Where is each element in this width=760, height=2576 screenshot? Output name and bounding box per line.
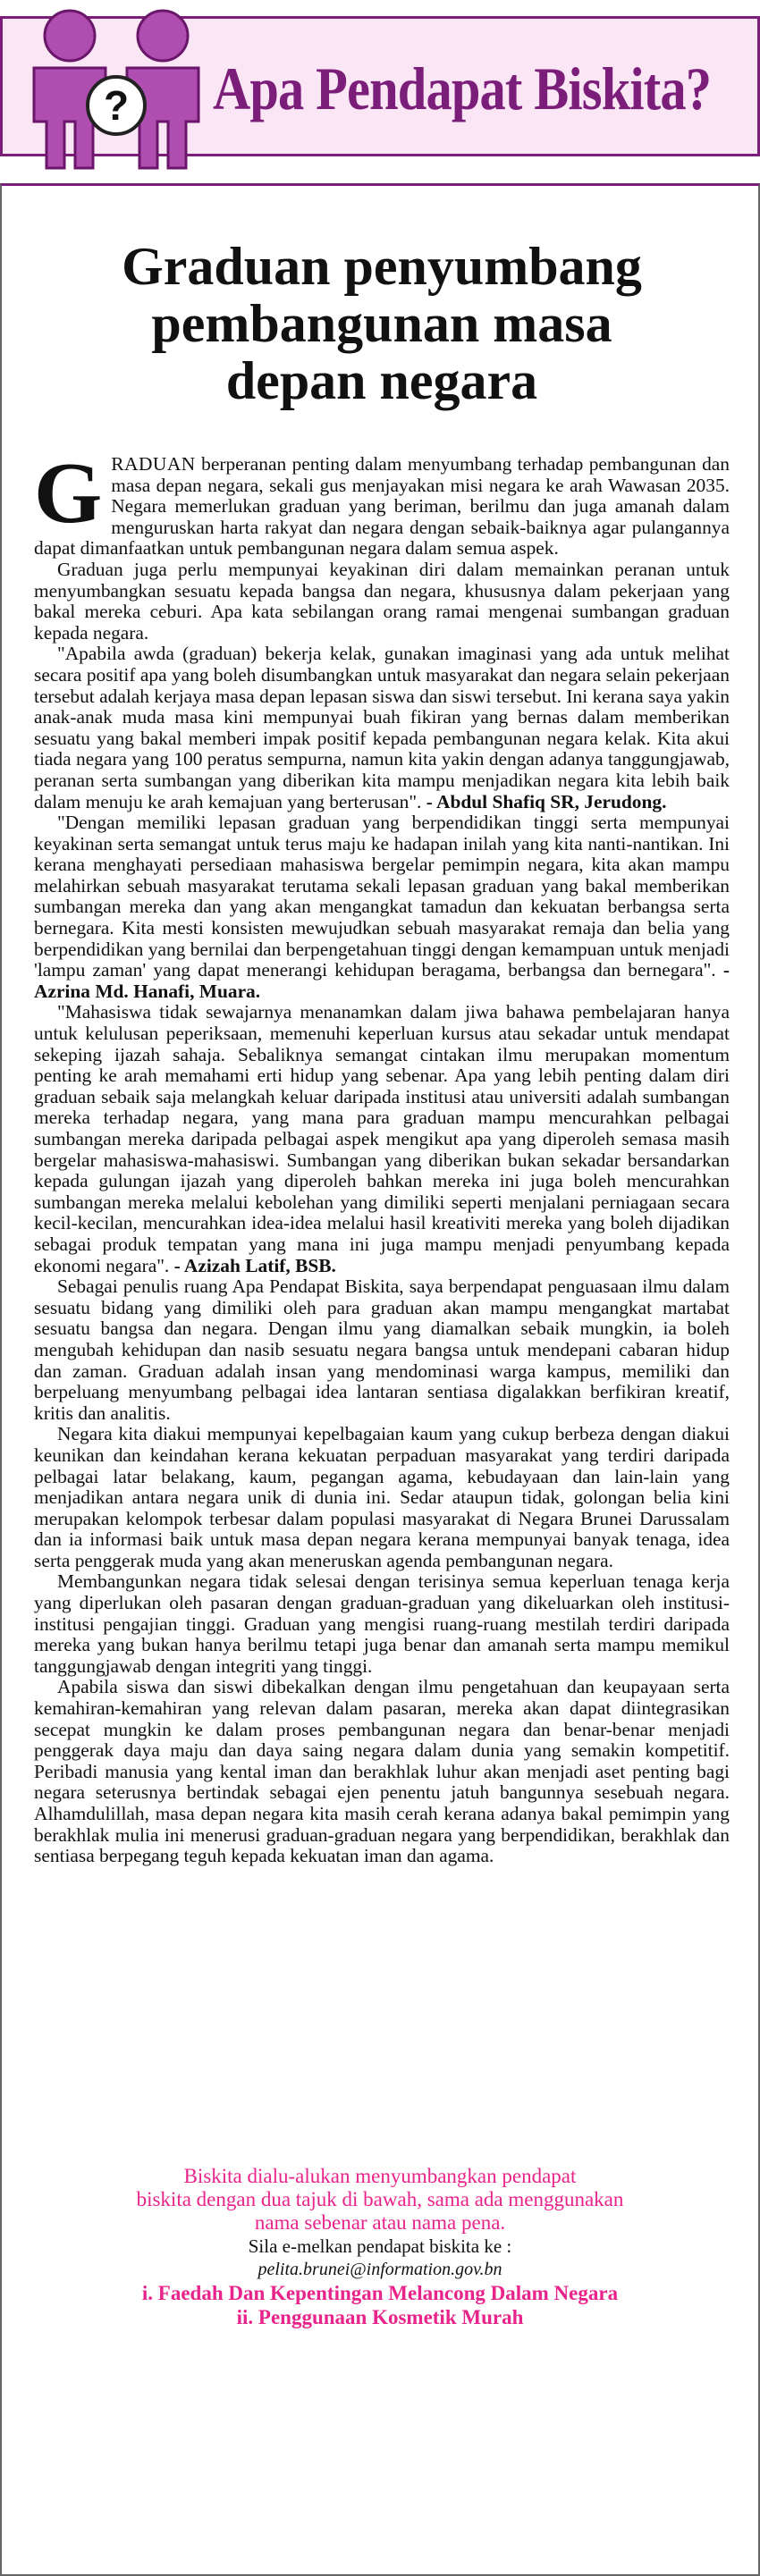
invite-line-1: Biskita dialu-alukan menyumbangkan pendapat xyxy=(183,2165,577,2187)
paragraph-1-text: berperanan penting dalam menyumbang terhadap pembangunan dan masa depan negara, sekali gus menjayakan misi negara ke arah Wawasan 2035. Negara memerlukan graduan yang beriman, berilmu dan juga amanah dalam menguruskan harta rakyat dan negara dengan sebaik-baiknya agar pulangannya dapat dimanfaatkan untuk pembangunan negara dalam semua aspek. xyxy=(34,453,730,560)
paragraph-4 xyxy=(34,812,730,1002)
contribution-footer xyxy=(0,2165,760,2329)
drop-cap: G xyxy=(34,445,103,542)
question-mark: ? xyxy=(103,82,130,129)
paragraph-7: Negara kita diakui mempunyai kepelbagaian kaum yang cukup berbeza dengan diakui keunikan dan keindahan kerana kekuatan perpaduan masyarakat yang terdiri daripada pelbagai latar belakang, kaum, pegangan agama, kebudayaan dan lain-lain yang menjadikan antara negara unik di dunia ini. Sedar ataupun tidak, golongan belia kini merupakan kelompok terbesar dalam populasi masyarakat di Negara Brunei Darussalam dan ia informasi baik untuk masa depan negara kerana mempunyai banyak tenaga, idea serta penggerak muda yang akan meneruskan agenda pembangunan negara. xyxy=(34,1423,730,1571)
quote-3-author: - Azizah Latif, BSB. xyxy=(169,1254,336,1276)
paragraph-5 xyxy=(34,1002,730,1276)
headline-line-3: depan negara xyxy=(225,351,538,410)
paragraph-6: Sebagai penulis ruang Apa Pendapat Biskita, saya berpendapat penguasaan ilmu dalam sesuatu bidang yang dimiliki oleh para graduan akan mampu mengangkat martabat sesuatu bangsa dan negara. Dengan ilmu yang diamalkan sebaik mungkin, ia boleh mengubah kehidupan dan nasib sesuatu negara bangsa untuk mendepani cabaran hidup dan zaman. Graduan adalah insan yang mendominasi warga kampus, memiliki dan berpeluang menyumbang pelbagai idea lantaran sentiasa digalakkan berfikiran kreatif, kritis dan analitis. xyxy=(34,1275,730,1424)
paragraph-3 xyxy=(34,644,730,812)
topic-2: ii. Penggunaan Kosmetik Murah xyxy=(236,2306,524,2328)
headline-line-2: pembangunan masa xyxy=(151,294,612,353)
quote-2-author: - Azrina Md. Hanafi, Muara. xyxy=(34,959,730,1002)
topic-1: i. Faedah Dan Kepentingan Melancong Dalam Negara xyxy=(141,2282,619,2304)
lead-caps: RADUAN xyxy=(111,453,196,475)
quote-1-text: "Apabila awda (graduan) bekerja kelak, gunakan imaginasi yang ada untuk melihat secara positif apa yang boleh disumbangkan untuk masyarakat dan negara selain pekerjaan tersebut adalah kerjaya masa depan lepasan siswa dan siswi tersebut. Ini kerana saya yakin anak-anak muda masa kini mempunyai buah fikiran yang bernas dalam memberikan sesuatu yang bakal memberi impak positif kepada pembangunan negara kelak. Kita akui tiada negara yang 100 peratus sempurna, namun kita yakin dengan adanya tanggungjawab, peranan serta sumbangan yang diberikan kita mampu menjadikan negara kita lebih baik dalam menuju ke arah kemajuan yang berterusan". xyxy=(34,643,730,812)
quote-3-text: "Mahasiswa tidak sewajarnya menanamkan dalam jiwa bahawa pembelajaran hanya untuk kelulusan peperiksaan, memenuhi keperluan kursus atau sekadar untuk mendapat sekeping ijazah sahaja. Sebaliknya semangat cintakan ilmu merupakan momentum penting ke arah memahami erti hidup yang sebenar. Apa yang lebih penting dalam diri graduan sebaik saja melangkah keluar daripada institusi atau universiti adalah sumbangan mereka terhadap negara, yang mana para graduan mampu mencurahkan pelbagai sumbangan mereka daripada pelbagai aspek mengikut apa yang diperoleh semasa masih bergelar mahasiswa-mahasiswi. Sumbangan yang diberikan bukan sekadar bersandarkan kepada gulungan ijazah yang diperoleh bahkan mereka ini juga boleh mencurahkan sumbangan mereka melalui kebolehan yang dimiliki seperti menjalani perniagaan secara kecil-kecilan, mencurahkan idea-idea melalui hasil kreativiti mereka yang boleh dijadikan sebagai produk tempatan yang mana ini juga mampu menjadi penyumbang kepada ekonomi negara". xyxy=(34,1001,730,1276)
email-link[interactable]: pelita.brunei@information.gov.bn xyxy=(258,2260,502,2279)
quote-1-author: - Abdul Shafiq SR, Jerudong. xyxy=(421,790,667,812)
quote-2-text: "Dengan memiliki lepasan graduan yang berpendidikan tinggi serta mempunyai keyakinan serta semangat untuk terus maju ke hadapan inilah yang kita nanti-nantikan. Ini kerana menghayati persediaan mahasiswa bergelar pemimpin negara, kita akan mampu melahirkan sebuah masyarakat terutama sekali lepasan graduan yang bakal memberikan sumbangan mereka dan yang akan mengangkat tamadun dan kekuatan berbangsa serta bernegara. Kita mesti konsisten mewujudkan sebuah masyarakat remaja dan belia yang berpendidikan yang bernilai dan berpengetahuan tinggi dengan kemampuan untuk menjadi 'lampu zaman' yang dapat menerangi kehidupan beragama, berbangsa dan bernegara". xyxy=(34,812,730,981)
invite-line-3: nama sebenar atau nama pena. xyxy=(254,2211,506,2234)
question-figures-icon xyxy=(18,5,215,173)
paragraph-9: Apabila siswa dan siswi dibekalkan dengan ilmu pengetahuan dan keupayaan serta kemahiran-kemahiran yang relevan dalam pasaran, mereka akan dapat diintegrasikan secepat mungkin ke dalam proses pembangunan negara dan benar-benar menjadi penggerak daya maju dan daya saing negara dalam dunia yang semakin kompetitif. Peribadi manusia yang kental iman dan berakhlak luhur akan menjadi aset penting bagi negara seterusnya bertindak sebagai ejen penentu jatuh bangunnya sesebuah negara. Alhamdulillah, masa depan negara kita masih cerah kerana adanya bakal pemimpin yang berakhlak mulia ini menerusi graduan-graduan negara yang berpendidikan, berakhlak dan sentiasa berpegang teguh kepada kekuatan iman dan agama. xyxy=(34,1676,730,1867)
paragraph-8: Membangunkan negara tidak selesai dengan terisinya semua keperluan tenaga kerja yang diperlukan oleh pasaran dengan graduan-graduan yang dikeluarkan oleh institusi-institusi pengajian tinggi. Graduan yang mengisi ruang-ruang mestilah terdiri daripada mereka yang bukan hanya berilmu tetapi juga benar dan amanah serta mampu memikul tanggungjawab dengan integriti yang tinggi. xyxy=(34,1570,730,1677)
headline-line-1: Graduan penyumbang xyxy=(122,237,642,296)
article-headline xyxy=(2,238,760,409)
email-label: Sila e-melkan pendapat biskita ke : xyxy=(248,2235,512,2257)
paragraph-2: Graduan juga perlu mempunyai keyakinan diri dalam memainkan peranan untuk menyumbangkan sesuatu kepada bangsa dan negara, khususnya dalam pekerjaan yang bakal mereka ceburi. Apa kata sebilangan orang ramai mengenai sumbangan graduan kepada negara. xyxy=(34,558,730,644)
article-body xyxy=(34,445,730,1867)
banner-title: Apa Pendapat Biskita? xyxy=(213,55,712,122)
column-banner xyxy=(0,0,760,174)
invite-line-2: biskita dengan dua tajuk di bawah, sama ada menggunakan xyxy=(136,2188,624,2210)
paragraph-1 xyxy=(34,445,730,560)
